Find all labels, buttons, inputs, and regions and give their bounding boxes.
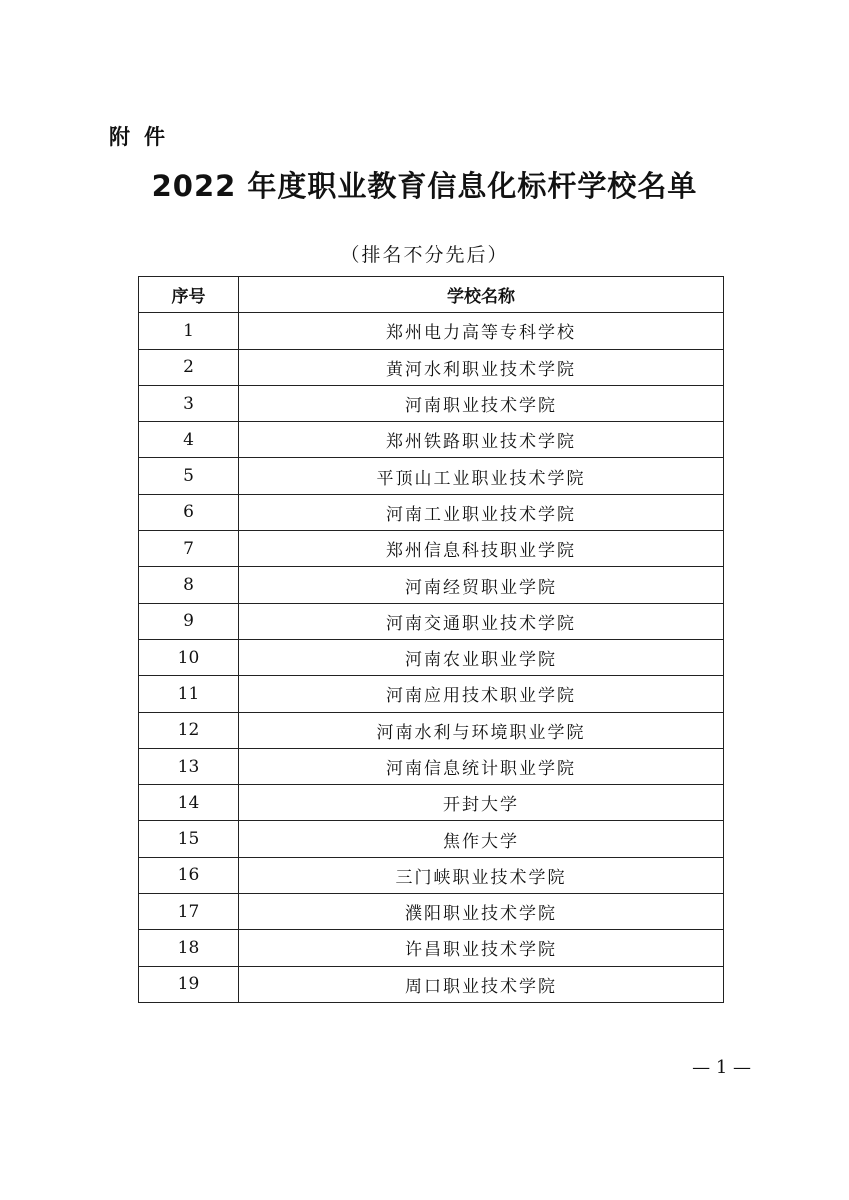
table-row [139,603,724,639]
school-name: 郑州电力高等专科学校 [239,313,724,349]
school-name: 开封大学 [239,785,724,821]
school-name: 濮阳职业技术学院 [239,894,724,930]
row-number: 6 [139,494,239,530]
row-number: 3 [139,385,239,421]
row-number: 8 [139,567,239,603]
school-name: 焦作大学 [239,821,724,857]
row-number: 12 [139,712,239,748]
school-name: 三门峡职业技术学院 [239,857,724,893]
school-name: 河南工业职业技术学院 [239,494,724,530]
row-number: 19 [139,966,239,1002]
table-row [139,785,724,821]
school-name: 郑州铁路职业技术学院 [239,422,724,458]
table-row [139,894,724,930]
row-number: 16 [139,857,239,893]
row-number: 11 [139,676,239,712]
table-row [139,930,724,966]
table-row [139,966,724,1002]
row-number: 9 [139,603,239,639]
school-name: 平顶山工业职业技术学院 [239,458,724,494]
school-name: 河南应用技术职业学院 [239,676,724,712]
table-row [139,676,724,712]
document-subtitle: （排名不分先后） [340,244,509,266]
row-number: 7 [139,531,239,567]
row-number: 5 [139,458,239,494]
table-row [139,712,724,748]
table-row [139,821,724,857]
row-number: 1 [139,313,239,349]
school-name: 河南职业技术学院 [239,385,724,421]
row-number: 18 [139,930,239,966]
school-name: 河南交通职业技术学院 [239,603,724,639]
row-number: 17 [139,894,239,930]
row-number: 2 [139,349,239,385]
header-serial-number: 序号 [139,277,239,313]
table-row [139,639,724,675]
school-name: 河南信息统计职业学院 [239,748,724,784]
row-number: 10 [139,639,239,675]
page-number: — 1 — [692,1057,751,1078]
school-name: 黄河水利职业技术学院 [239,349,724,385]
table-row [139,422,724,458]
table-row [139,531,724,567]
table-row [139,313,724,349]
row-number: 15 [139,821,239,857]
table-row [139,567,724,603]
row-number: 13 [139,748,239,784]
attachment-label: 附件 [109,125,179,149]
school-name: 河南经贸职业学院 [239,567,724,603]
school-list-table [138,276,724,1003]
table-row [139,494,724,530]
table-row [139,748,724,784]
school-name: 许昌职业技术学院 [239,930,724,966]
table-row [139,458,724,494]
table-header-row [139,277,724,313]
school-name: 河南水利与环境职业学院 [239,712,724,748]
row-number: 14 [139,785,239,821]
school-name: 周口职业技术学院 [239,966,724,1002]
table-row [139,857,724,893]
header-school-name: 学校名称 [239,277,724,313]
document-title: 2022 年度职业教育信息化标杆学校名单 [151,169,698,203]
table-row [139,349,724,385]
table-row [139,385,724,421]
school-name: 河南农业职业学院 [239,639,724,675]
school-name: 郑州信息科技职业学院 [239,531,724,567]
row-number: 4 [139,422,239,458]
